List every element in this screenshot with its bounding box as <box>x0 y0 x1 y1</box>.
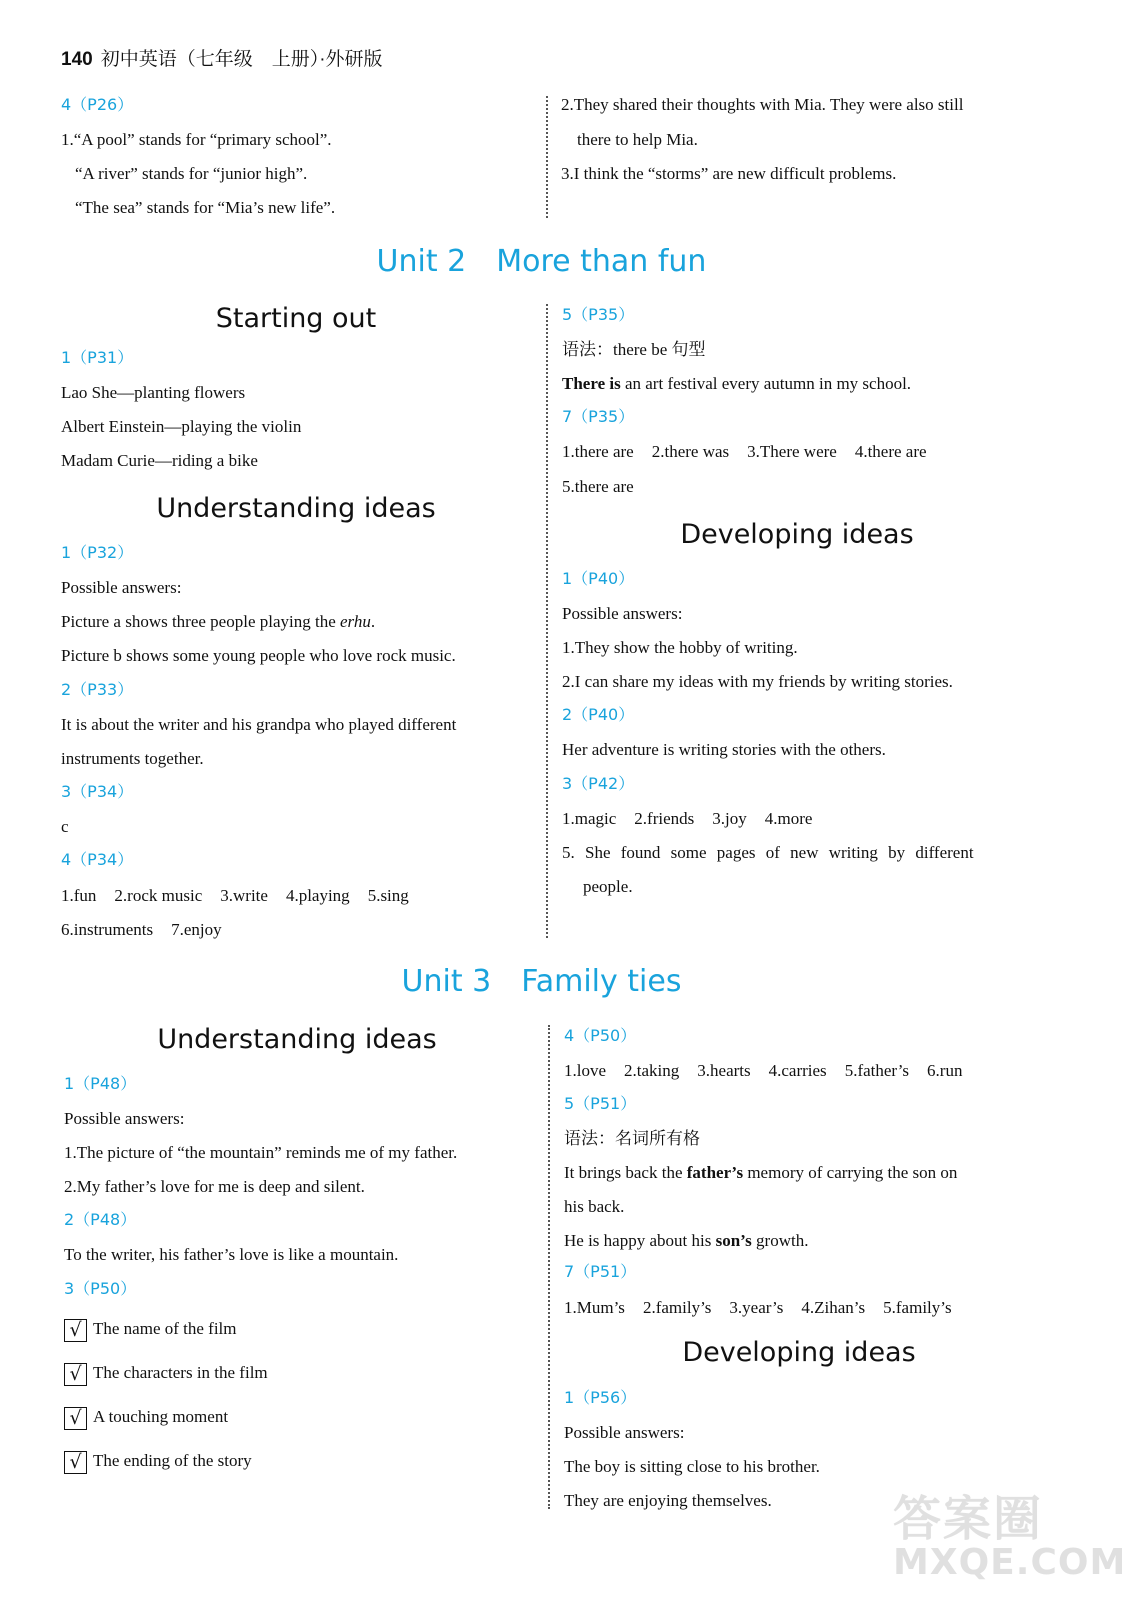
column-divider <box>546 304 548 938</box>
answer-key: 4（P26） <box>61 95 134 114</box>
column-divider <box>546 96 548 218</box>
unit-title: More than fun <box>496 244 707 279</box>
answer-line: 5. She found some pages of new writing by different <box>562 843 974 862</box>
answer-line: instruments together. <box>61 749 204 768</box>
grammar-note: 语法：名词所有格 <box>564 1129 700 1148</box>
answer-line: It is about the writer and his grandpa who played different <box>61 715 457 734</box>
answer-line: Lao She—planting flowers <box>61 383 246 402</box>
section-heading-understanding-ideas: Understanding ideas <box>156 493 436 524</box>
answer-line: The boy is sitting close to his brother. <box>564 1457 820 1476</box>
unit-label: Unit 3 <box>401 964 492 999</box>
answer-line: 1.love 2.taking 3.hearts 4.carries 5.father’s 6.run <box>564 1061 963 1080</box>
answer-line: 1.They show the hobby of writing. <box>562 638 798 657</box>
checklist-item: √ The ending of the story <box>64 1450 252 1474</box>
answer-line: Madam Curie—riding a bike <box>61 451 258 470</box>
possible-answers-label: Possible answers: <box>564 1423 685 1442</box>
answer-line: Picture a shows three people playing the erhu. <box>61 612 376 631</box>
answer-line: There is an art festival every autumn in my school. <box>562 374 912 393</box>
answer-line: He is happy about his son’s growth. <box>564 1231 809 1250</box>
section-heading-developing-ideas: Developing ideas <box>680 519 914 550</box>
answer-key: 3（P50） <box>64 1279 137 1298</box>
answer-line: 2.I can share my ideas with my friends by writing stories. <box>562 672 953 691</box>
answer-line: people. <box>583 877 633 896</box>
answer-line: 6.instruments 7.enjoy <box>61 920 222 939</box>
checklist-item: √ A touching moment <box>64 1406 228 1430</box>
answer-key: 5（P35） <box>562 305 635 324</box>
answer-key: 5（P51） <box>564 1094 637 1113</box>
answer-key: 2（P48） <box>64 1210 137 1229</box>
checklist-item: √ The characters in the film <box>64 1362 268 1386</box>
answer-key: 2（P40） <box>562 705 635 724</box>
unit3-left-column <box>64 1073 539 1483</box>
answer-key: 4（P34） <box>61 850 134 869</box>
unit-title: Family ties <box>521 964 682 999</box>
section-heading-developing-ideas: Developing ideas <box>682 1337 916 1368</box>
possible-answers-label: Possible answers: <box>562 604 683 623</box>
checkbox-checked-icon: √ <box>64 1363 87 1386</box>
section-heading-understanding-ideas: Understanding ideas <box>157 1024 437 1055</box>
answer-line: 1.Mum’s 2.family’s 3.year’s 4.Zihan’s 5.family’s <box>564 1298 952 1317</box>
top-left-column <box>61 94 531 224</box>
answer-line: there to help Mia. <box>577 130 698 149</box>
answer-key: 3（P34） <box>61 782 134 801</box>
answer-line: 1.fun 2.rock music 3.write 4.playing 5.sing <box>61 886 409 905</box>
answer-line: To the writer, his father’s love is like a mountain. <box>64 1245 399 1264</box>
answer-line: c <box>61 817 69 836</box>
answer-line: It brings back the father’s memory of carrying the son on <box>564 1163 958 1182</box>
grammar-note: 语法：there be 句型 <box>562 340 706 359</box>
unit2-right-column <box>562 304 1042 904</box>
answer-line: his back. <box>564 1197 625 1216</box>
checkbox-checked-icon: √ <box>64 1319 87 1342</box>
answer-key: 1（P40） <box>562 569 635 588</box>
answer-line: “A river” stands for “junior high”. <box>75 164 308 183</box>
answer-line: Her adventure is writing stories with the others. <box>562 740 886 759</box>
answer-line: 2.My father’s love for me is deep and silent. <box>64 1177 365 1196</box>
answer-key: 4（P50） <box>564 1026 637 1045</box>
answer-line: 5.there are <box>562 477 634 496</box>
running-header <box>61 44 383 71</box>
answer-key: 1（P48） <box>64 1074 137 1093</box>
answer-line: They are enjoying themselves. <box>564 1491 772 1510</box>
answer-line: “The sea” stands for “Mia’s new life”. <box>75 198 336 217</box>
unit-2-heading <box>0 244 1083 279</box>
watermark-url: MXQE.COM <box>893 1542 1126 1583</box>
answer-line: 3.I think the “storms” are new difficult problems. <box>561 164 897 183</box>
answer-key: 7（P35） <box>562 407 635 426</box>
answer-key: 7（P51） <box>564 1262 637 1281</box>
answer-key: 2（P33） <box>61 680 134 699</box>
book-title: 初中英语（七年级 上册）·外研版 <box>100 49 383 70</box>
answer-line: 1.“A pool” stands for “primary school”. <box>61 130 332 149</box>
answer-line: 1.The picture of “the mountain” reminds me of my father. <box>64 1143 458 1162</box>
checkbox-checked-icon: √ <box>64 1407 87 1430</box>
answer-line: Picture b shows some young people who love rock music. <box>61 646 456 665</box>
unit-3-heading <box>0 964 1083 999</box>
answer-key: 1（P31） <box>61 348 134 367</box>
column-divider <box>548 1025 550 1509</box>
section-heading-starting-out: Starting out <box>215 303 377 334</box>
answer-key: 1（P56） <box>564 1388 637 1407</box>
answer-key: 3（P42） <box>562 774 635 793</box>
possible-answers-label: Possible answers: <box>61 578 182 597</box>
top-right-column <box>561 94 1041 194</box>
checkbox-checked-icon: √ <box>64 1451 87 1474</box>
watermark-logo <box>893 1480 1126 1590</box>
page-number: 140 <box>61 49 93 70</box>
unit2-left-column <box>61 347 536 947</box>
answer-line: Albert Einstein—playing the violin <box>61 417 302 436</box>
answer-line: 2.They shared their thoughts with Mia. They were also still <box>561 95 964 114</box>
possible-answers-label: Possible answers: <box>64 1109 185 1128</box>
checklist-item: √ The name of the film <box>64 1318 237 1342</box>
answer-line: 1.there are 2.there was 3.There were 4.there are <box>562 442 927 461</box>
watermark-text: 答案圈 <box>893 1491 1044 1547</box>
answer-key: 1（P32） <box>61 543 134 562</box>
unit-label: Unit 2 <box>376 244 467 279</box>
unit3-right-column <box>564 1025 1064 1515</box>
answer-line: 1.magic 2.friends 3.joy 4.more <box>562 809 813 828</box>
